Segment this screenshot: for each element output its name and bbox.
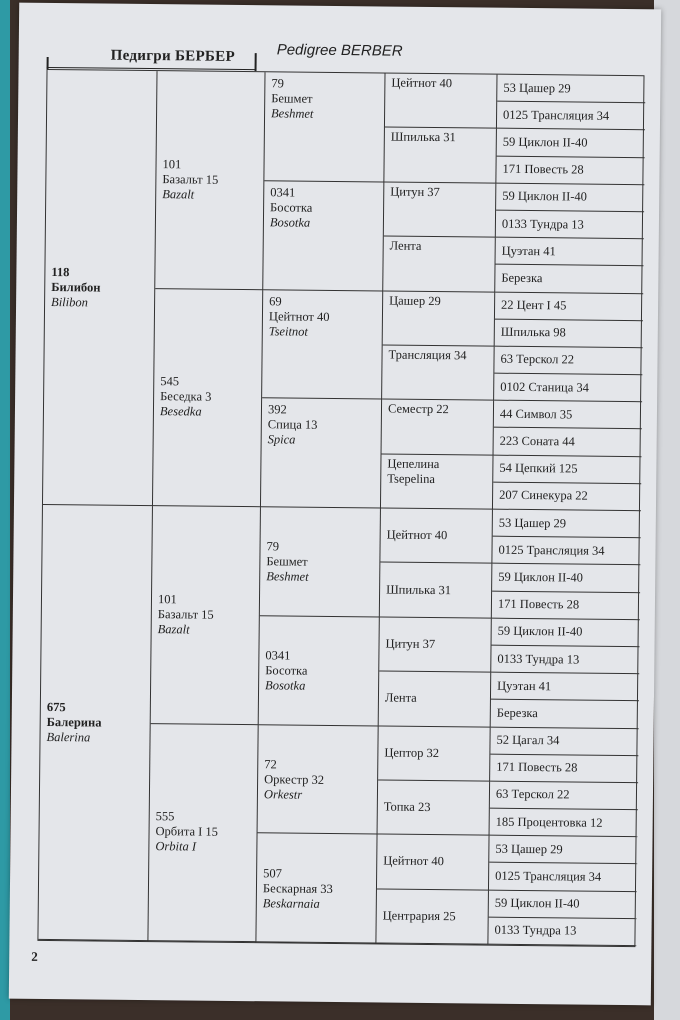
g5-ancestor-cell: 63 Терскол 22: [490, 782, 638, 811]
great-grandparent-cell: [263, 181, 384, 291]
ancestor-latin-name: Tsepelina: [387, 471, 436, 486]
g5-ancestor-cell: Цуэтан 41: [496, 238, 644, 267]
ancestor-name: Цепелина: [387, 456, 440, 471]
animal-number: 675: [46, 699, 66, 714]
g4-ancestor-cell: [384, 182, 497, 238]
animal-name: Босотка: [270, 200, 313, 215]
g5-ancestor-cell: 22 Цент I 45: [495, 292, 643, 321]
document-page: [9, 3, 661, 1006]
animal-latin-name: Bilibon: [51, 294, 88, 309]
grandparent-cell: [155, 71, 265, 290]
animal-name: Оркестр 32: [264, 772, 325, 787]
ancestor-name: Цитун 37: [390, 184, 440, 199]
ancestor-name: Лента: [389, 238, 422, 254]
animal-latin-name: Tseitnot: [268, 323, 309, 339]
g5-ancestor-cell: 63 Терскол 22: [494, 347, 642, 376]
animal-number: 69: [269, 293, 282, 308]
g5-ancestor-cell: 171 Повесть 28: [490, 754, 638, 783]
animal-latin-name: Bosotka: [269, 215, 311, 230]
animal-latin-name: Besedka: [159, 404, 202, 419]
animal-name: Билибон: [51, 279, 101, 295]
animal-name: Балерина: [46, 714, 102, 730]
animal-name: Бескарная 33: [262, 880, 333, 896]
g5-ancestor-cell: 0133 Тундра 13: [488, 917, 636, 946]
g4-ancestor-cell: [383, 237, 496, 293]
g5-ancestor-cell: 53 Цашер 29: [489, 836, 637, 865]
great-grandparent-cell: [261, 398, 382, 508]
animal-latin-name: Bazalt: [157, 621, 190, 637]
g5-ancestor-cell: 0125 Трансляция 34: [497, 102, 645, 131]
g4-ancestor-cell: [383, 291, 496, 347]
animal-number: 0341: [265, 648, 291, 663]
animal-name: Орбита I 15: [155, 824, 219, 840]
g5-ancestor-cell: 54 Цепкий 125: [493, 455, 641, 484]
animal-name: Базальт 15: [162, 171, 219, 187]
g4-ancestor-cell: [385, 74, 498, 130]
ancestor-name: Топка 23: [383, 799, 431, 815]
great-grandparent-cell: [258, 725, 379, 835]
header-tick-left: [47, 57, 49, 69]
animal-latin-name: Bosotka: [265, 678, 306, 693]
g4-ancestor-cell: [379, 672, 492, 728]
title-english: Pedigree BERBER: [276, 41, 403, 60]
g5-ancestor-cell: 223 Соната 44: [494, 428, 642, 457]
great-grandparent-cell: [259, 616, 380, 726]
animal-latin-name: Beshmet: [271, 106, 314, 121]
animal-latin-name: Bazalt: [162, 186, 195, 202]
page-number: 2: [31, 948, 38, 964]
g4-ancestor-cell: [381, 454, 494, 510]
g5-ancestor-cell: 59 Циклон II-40: [492, 564, 640, 593]
ancestor-name: Цейтнот 40: [391, 75, 453, 91]
g5-ancestor-cell: 0133 Тундра 13: [496, 211, 644, 240]
animal-name: Бешмет: [271, 91, 313, 106]
g5-ancestor-cell: 0102 Станица 34: [494, 374, 642, 403]
ancestor-name: Семестр 22: [387, 401, 449, 417]
animal-number: 118: [51, 264, 70, 279]
animal-latin-name: Beskarnaia: [262, 895, 320, 911]
g5-ancestor-cell: Березка: [495, 265, 643, 294]
ancestor-name: Цейтнот 40: [383, 853, 444, 869]
g4-ancestor-cell: [378, 726, 491, 782]
great-grandparent-cell: [264, 72, 385, 182]
great-grandparent-cell: [262, 290, 383, 400]
animal-number: 101: [157, 591, 177, 607]
g5-ancestor-cell: Цуэтан 41: [491, 673, 639, 702]
g4-ancestor-cell: [382, 345, 495, 401]
g5-ancestor-cell: 171 Повесть 28: [492, 591, 640, 620]
animal-name: Цейтнот 40: [268, 308, 330, 324]
animal-name: Босотка: [265, 663, 308, 678]
header-tick-mid: [255, 53, 257, 71]
animal-number: 101: [162, 156, 182, 172]
ancestor-name: Цашер 29: [389, 293, 441, 308]
page-header: [19, 37, 661, 74]
sire-dam-cell: [43, 70, 158, 506]
g5-ancestor-cell: 171 Повесть 28: [496, 156, 644, 185]
g5-ancestor-cell: 59 Циклон II-40: [497, 129, 645, 158]
desk-edge: [0, 0, 10, 1020]
g4-ancestor-cell: [376, 889, 489, 945]
animal-number: 72: [264, 757, 277, 772]
animal-number: 555: [155, 809, 175, 824]
title-russian: Педигри БЕРБЕР: [110, 47, 236, 65]
g5-ancestor-cell: 53 Цашер 29: [493, 510, 641, 539]
ancestor-name: Цитун 37: [385, 636, 436, 651]
g5-ancestor-cell: 59 Циклон II-40: [496, 183, 644, 212]
ancestor-name: Цейтнот 40: [386, 527, 448, 543]
great-grandparent-cell: [260, 507, 381, 617]
ancestor-name: Лента: [384, 690, 417, 706]
animal-latin-name: Orbita I: [155, 839, 197, 854]
grandparent-cell: [151, 506, 261, 725]
g5-ancestor-cell: 59 Циклон II-40: [489, 890, 637, 919]
g4-ancestor-cell: [382, 400, 495, 456]
g5-ancestor-cell: Шпилька 98: [495, 319, 643, 348]
g5-ancestor-cell: 52 Цагал 34: [490, 727, 638, 756]
animal-name: Базальт 15: [157, 606, 214, 622]
animal-name: Спица 13: [267, 417, 318, 433]
animal-name: Бешмет: [266, 554, 308, 570]
g5-ancestor-cell: Березка: [491, 700, 639, 729]
animal-number: 392: [267, 402, 287, 417]
animal-name: Беседка 3: [160, 389, 212, 404]
grandparent-cell: [148, 724, 258, 943]
g5-ancestor-cell: 0125 Трансляция 34: [489, 863, 637, 892]
pedigree-table: [37, 69, 644, 947]
ancestor-name: Центрария 25: [382, 908, 456, 924]
g4-ancestor-cell: [379, 617, 492, 673]
g5-ancestor-cell: 185 Процентовка 12: [490, 809, 638, 838]
g4-ancestor-cell: [380, 508, 493, 564]
animal-number: 545: [160, 374, 180, 389]
animal-number: 79: [271, 76, 284, 91]
animal-latin-name: Balerina: [46, 729, 91, 744]
g4-ancestor-cell: [380, 563, 493, 619]
ancestor-name: Шпилька 31: [390, 129, 456, 145]
g4-ancestor-cell: [378, 780, 491, 836]
g5-ancestor-cell: 44 Символ 35: [494, 401, 642, 430]
animal-latin-name: Spica: [267, 432, 296, 447]
ancestor-name: Шпилька 31: [386, 582, 452, 597]
g5-ancestor-cell: 53 Цашер 29: [497, 75, 645, 104]
g5-ancestor-cell: 0125 Трансляция 34: [492, 537, 640, 566]
g5-ancestor-cell: 207 Синекура 22: [493, 482, 641, 511]
g5-ancestor-cell: 59 Циклон II-40: [492, 618, 640, 647]
g5-ancestor-cell: 0133 Тундра 13: [491, 646, 639, 675]
animal-number: 507: [263, 865, 282, 881]
animal-latin-name: Beshmet: [266, 569, 309, 585]
animal-number: 79: [266, 539, 280, 554]
grandparent-cell: [153, 289, 263, 508]
ancestor-name: Цептор 32: [384, 745, 440, 760]
great-grandparent-cell: [256, 833, 377, 943]
sire-dam-cell: [38, 505, 153, 941]
ancestor-name: Трансляция 34: [388, 347, 467, 363]
animal-number: 0341: [270, 185, 296, 200]
g4-ancestor-cell: [377, 835, 490, 891]
g4-ancestor-cell: [384, 128, 497, 184]
animal-latin-name: Orkestr: [263, 787, 303, 802]
